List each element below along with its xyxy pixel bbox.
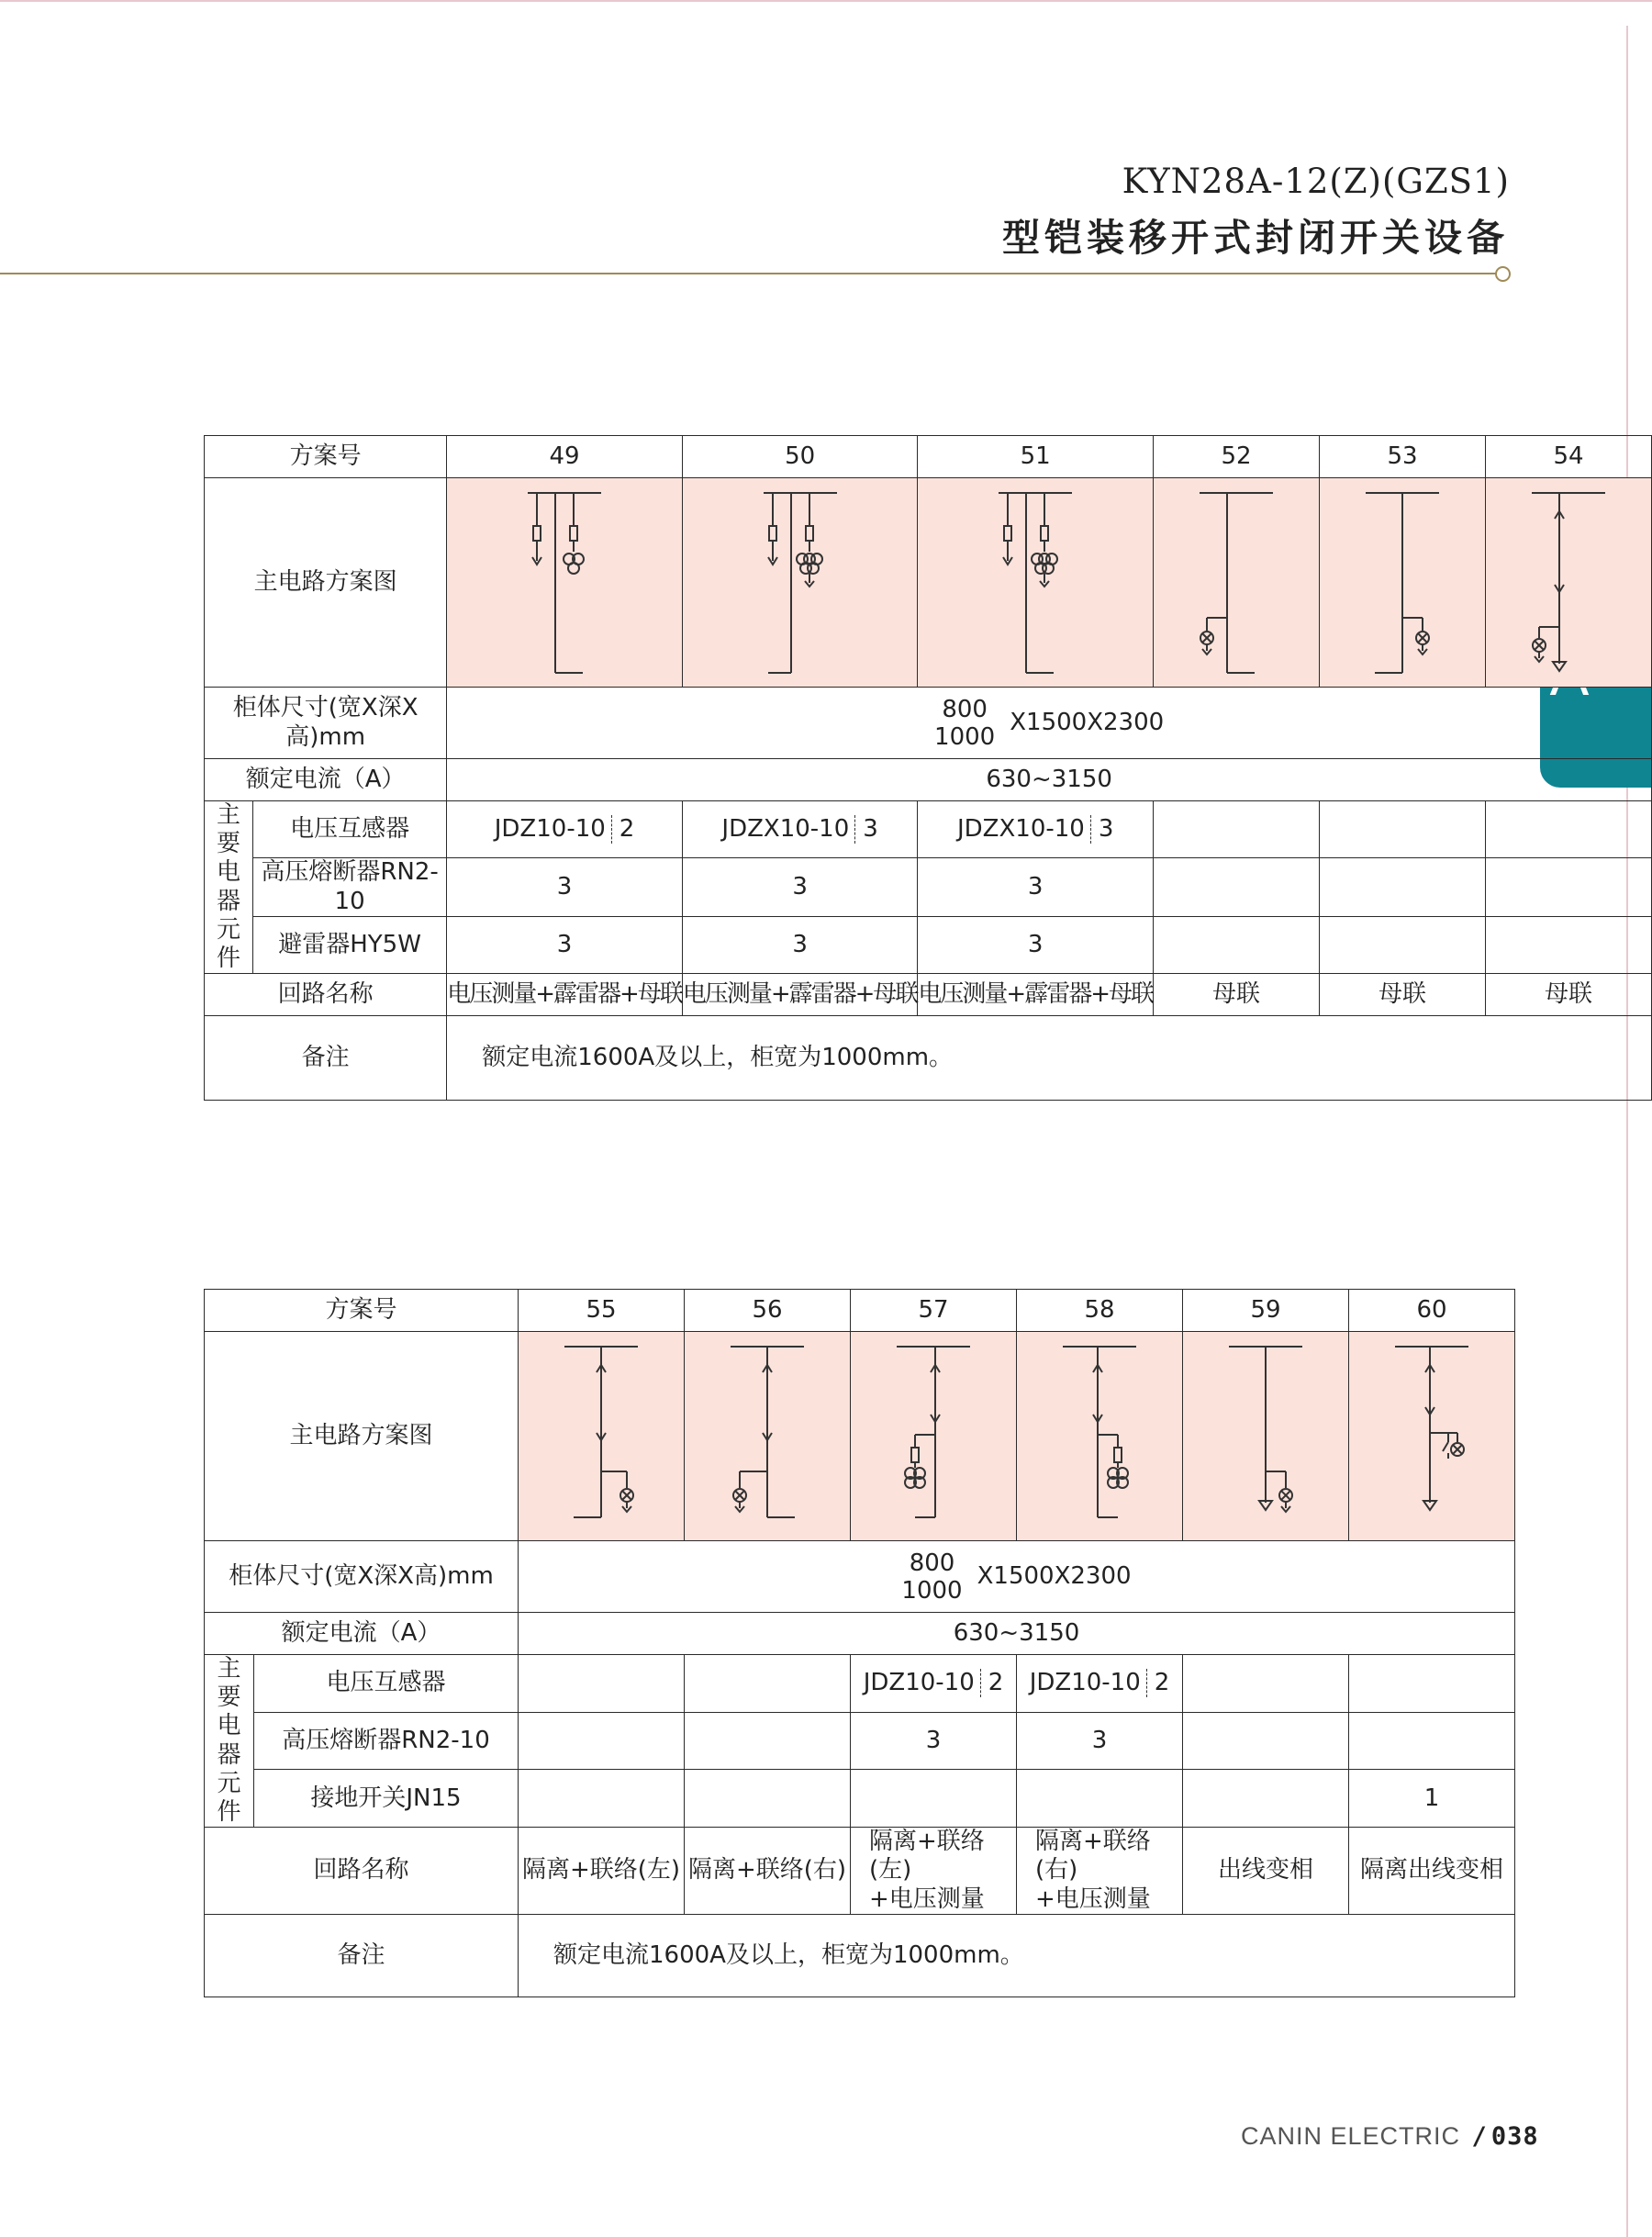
circuit-diagram-cell (851, 1332, 1017, 1541)
circuit-name (1017, 1828, 1183, 1915)
component-cell: 3 (682, 916, 918, 973)
component-cell: 3 (918, 858, 1154, 917)
remark-text: 额定电流1600A及以上，柜宽为1000mm。 (519, 1914, 1515, 1997)
component-cell (1319, 916, 1485, 973)
component-cell (1485, 858, 1651, 917)
circuit-diagram-cell (682, 478, 918, 688)
remark-text: 额定电流1600A及以上，柜宽为1000mm。 (447, 1016, 1652, 1101)
busbar-tie-circuit-icon (1320, 480, 1485, 686)
circuit-diagram-cell (1017, 1332, 1183, 1541)
isolation-tie-left-circuit-icon (519, 1334, 684, 1539)
component-cell (1183, 1712, 1349, 1770)
component-cell (851, 1655, 1017, 1713)
circuit-name-line: 隔离+联络(左) (521, 1856, 681, 1885)
component-cell (519, 1655, 685, 1713)
component-label: 避雷器HY5W (252, 916, 446, 973)
footer-separator: / (1471, 2122, 1488, 2151)
component-cell: 1 (1349, 1770, 1515, 1828)
cabinet-size-label: 柜体尺寸(宽X深X高)mm (205, 1541, 519, 1613)
width-option: 1000 (901, 1576, 963, 1605)
component-cell (519, 1712, 685, 1770)
right-border-line (1626, 26, 1628, 2237)
circuit-diagram-cell (1153, 478, 1319, 688)
component-cell (1319, 858, 1485, 917)
circuit-name: 电压测量+霹雷器+母联 (447, 974, 683, 1016)
rated-current-label: 额定电流（A） (205, 759, 447, 801)
component-cell (685, 1770, 851, 1828)
isolated-outgoing-phase-circuit-icon (1349, 1334, 1514, 1539)
component-cell: 3 (682, 858, 918, 917)
rule-end-circle (1495, 266, 1511, 282)
component-cell (1153, 858, 1319, 917)
component-cell (1319, 801, 1485, 858)
scheme-no: 55 (519, 1290, 685, 1332)
vt-qty: 3 (1098, 815, 1114, 844)
circuit-name-line: 隔离+联络(右) (1035, 1828, 1151, 1885)
circuit-name (851, 1828, 1017, 1915)
diagram-label: 主电路方案图 (205, 1332, 519, 1541)
circuit-name-line: 隔离+联络(左) (869, 1828, 985, 1885)
components-group-label: 主要电器元件 (205, 801, 253, 974)
component-cell (1017, 1655, 1183, 1713)
component-cell (1183, 1770, 1349, 1828)
component-cell: 3 (851, 1712, 1017, 1770)
diagram-label: 主电路方案图 (205, 478, 447, 688)
vt-model: JDZX10-10 (721, 815, 855, 844)
cabinet-size-label: 柜体尺寸(宽X深X高)mm (205, 688, 447, 759)
circuit-name: 母联 (1319, 974, 1485, 1016)
circuit-diagram-cell (1183, 1332, 1349, 1541)
busbar-tie-grounded-circuit-icon (1486, 480, 1651, 686)
scheme-no: 51 (918, 436, 1154, 478)
vt-model: JDZ10-10 (864, 1669, 981, 1697)
circuit-name (685, 1828, 851, 1915)
scheme-no: 57 (851, 1290, 1017, 1332)
busbar-tie-circuit-icon (1154, 480, 1319, 686)
vt-qty: 2 (988, 1669, 1004, 1697)
component-cell (1485, 801, 1651, 858)
scheme-table-1 (204, 435, 1652, 1101)
scheme-no: 49 (447, 436, 683, 478)
component-cell (519, 1770, 685, 1828)
remark-label: 备注 (205, 1914, 519, 1997)
component-cell: 3 (447, 858, 683, 917)
circuit-name: 电压测量+霹雷器+母联 (918, 974, 1154, 1016)
scheme-no: 53 (1319, 436, 1485, 478)
product-subtitle: 型铠装移开式封闭开关设备 (1002, 216, 1509, 260)
scheme-no: 56 (685, 1290, 851, 1332)
component-cell (1153, 801, 1319, 858)
pt-arrester-circuit-icon (482, 480, 647, 686)
circuit-name-line: +电压测量 (1035, 1885, 1151, 1913)
pt-arrester-circuit-icon (953, 480, 1118, 686)
circuit-diagram-cell (519, 1332, 685, 1541)
circuit-name-line: +电压测量 (869, 1885, 985, 1913)
circuit-name: 母联 (1153, 974, 1319, 1016)
scheme-no: 50 (682, 436, 918, 478)
rated-current-label: 额定电流（A） (205, 1613, 519, 1655)
component-cell (447, 801, 683, 858)
component-label: 高压熔断器RN2-10 (252, 858, 446, 917)
component-label: 电压互感器 (254, 1655, 519, 1713)
scheme-no: 60 (1349, 1290, 1515, 1332)
page-number: 038 (1490, 2122, 1539, 2151)
vt-model: JDZ10-10 (1030, 1669, 1147, 1697)
component-cell: 3 (918, 916, 1154, 973)
header-rule (0, 273, 1498, 274)
component-cell (918, 801, 1154, 858)
brand-name: CANIN ELECTRIC (1241, 2122, 1461, 2150)
components-group-label: 主要电器元件 (205, 1655, 254, 1828)
component-cell (1183, 1655, 1349, 1713)
vt-qty: 2 (619, 815, 635, 844)
scheme-no-label: 方案号 (205, 1290, 519, 1332)
component-cell: 3 (1017, 1712, 1183, 1770)
component-cell (1349, 1712, 1515, 1770)
width-option: 800 (942, 695, 988, 723)
component-cell (1349, 1655, 1515, 1713)
circuit-name-label: 回路名称 (205, 1828, 519, 1915)
scheme-no: 52 (1153, 436, 1319, 478)
component-cell (851, 1770, 1017, 1828)
model-title: KYN28A-12(Z)(GZS1) (1122, 162, 1510, 201)
scheme-no: 54 (1485, 436, 1651, 478)
vt-qty: 3 (863, 815, 878, 844)
rated-current-value: 630~3150 (447, 759, 1652, 801)
component-cell (685, 1655, 851, 1713)
circuit-name-label: 回路名称 (205, 974, 447, 1016)
component-label: 接地开关JN15 (254, 1770, 519, 1828)
component-cell (1485, 916, 1651, 973)
circuit-name: 电压测量+霹雷器+母联 (682, 974, 918, 1016)
scheme-table-2 (204, 1289, 1515, 1997)
top-border-line (0, 0, 1652, 2)
page-footer (1241, 2122, 1539, 2151)
circuit-diagram-cell (1485, 478, 1651, 688)
circuit-name (1349, 1828, 1515, 1915)
circuit-name (519, 1828, 685, 1915)
outgoing-phase-circuit-icon (1183, 1334, 1348, 1539)
circuit-name-line: 出线变相 (1217, 1856, 1313, 1885)
circuit-diagram-cell (918, 478, 1154, 688)
vt-model: JDZ10-10 (495, 815, 612, 844)
scheme-no: 59 (1183, 1290, 1349, 1332)
isolation-tie-pt-right-circuit-icon (1017, 1334, 1182, 1539)
scheme-no-label: 方案号 (205, 436, 447, 478)
component-cell (1017, 1770, 1183, 1828)
circuit-name-line: 隔离+联络(右) (687, 1856, 847, 1885)
circuit-diagram-cell (1319, 478, 1485, 688)
component-cell (1153, 916, 1319, 973)
circuit-diagram-cell (1349, 1332, 1515, 1541)
vt-model: JDZX10-10 (957, 815, 1091, 844)
circuit-name (1183, 1828, 1349, 1915)
circuit-name-line: 隔离出线变相 (1359, 1856, 1503, 1885)
depth-height: X1500X2300 (1010, 708, 1165, 736)
circuit-name: 母联 (1485, 974, 1651, 1016)
remark-label: 备注 (205, 1016, 447, 1101)
cabinet-size-value (519, 1541, 1515, 1613)
component-cell: 3 (447, 916, 683, 973)
component-cell (685, 1712, 851, 1770)
component-cell (682, 801, 918, 858)
width-option: 800 (909, 1549, 955, 1577)
component-label: 电压互感器 (252, 801, 446, 858)
pt-arrester-circuit-icon (718, 480, 883, 686)
component-label: 高压熔断器RN2-10 (254, 1712, 519, 1770)
cabinet-size-value (447, 688, 1652, 759)
depth-height: X1500X2300 (977, 1561, 1132, 1590)
vt-qty: 2 (1154, 1669, 1170, 1697)
circuit-diagram-cell (685, 1332, 851, 1541)
rated-current-value: 630~3150 (519, 1613, 1515, 1655)
isolation-tie-pt-left-circuit-icon (851, 1334, 1016, 1539)
isolation-tie-right-circuit-icon (685, 1334, 850, 1539)
scheme-no: 58 (1017, 1290, 1183, 1332)
width-option: 1000 (934, 722, 996, 751)
circuit-diagram-cell (447, 478, 683, 688)
